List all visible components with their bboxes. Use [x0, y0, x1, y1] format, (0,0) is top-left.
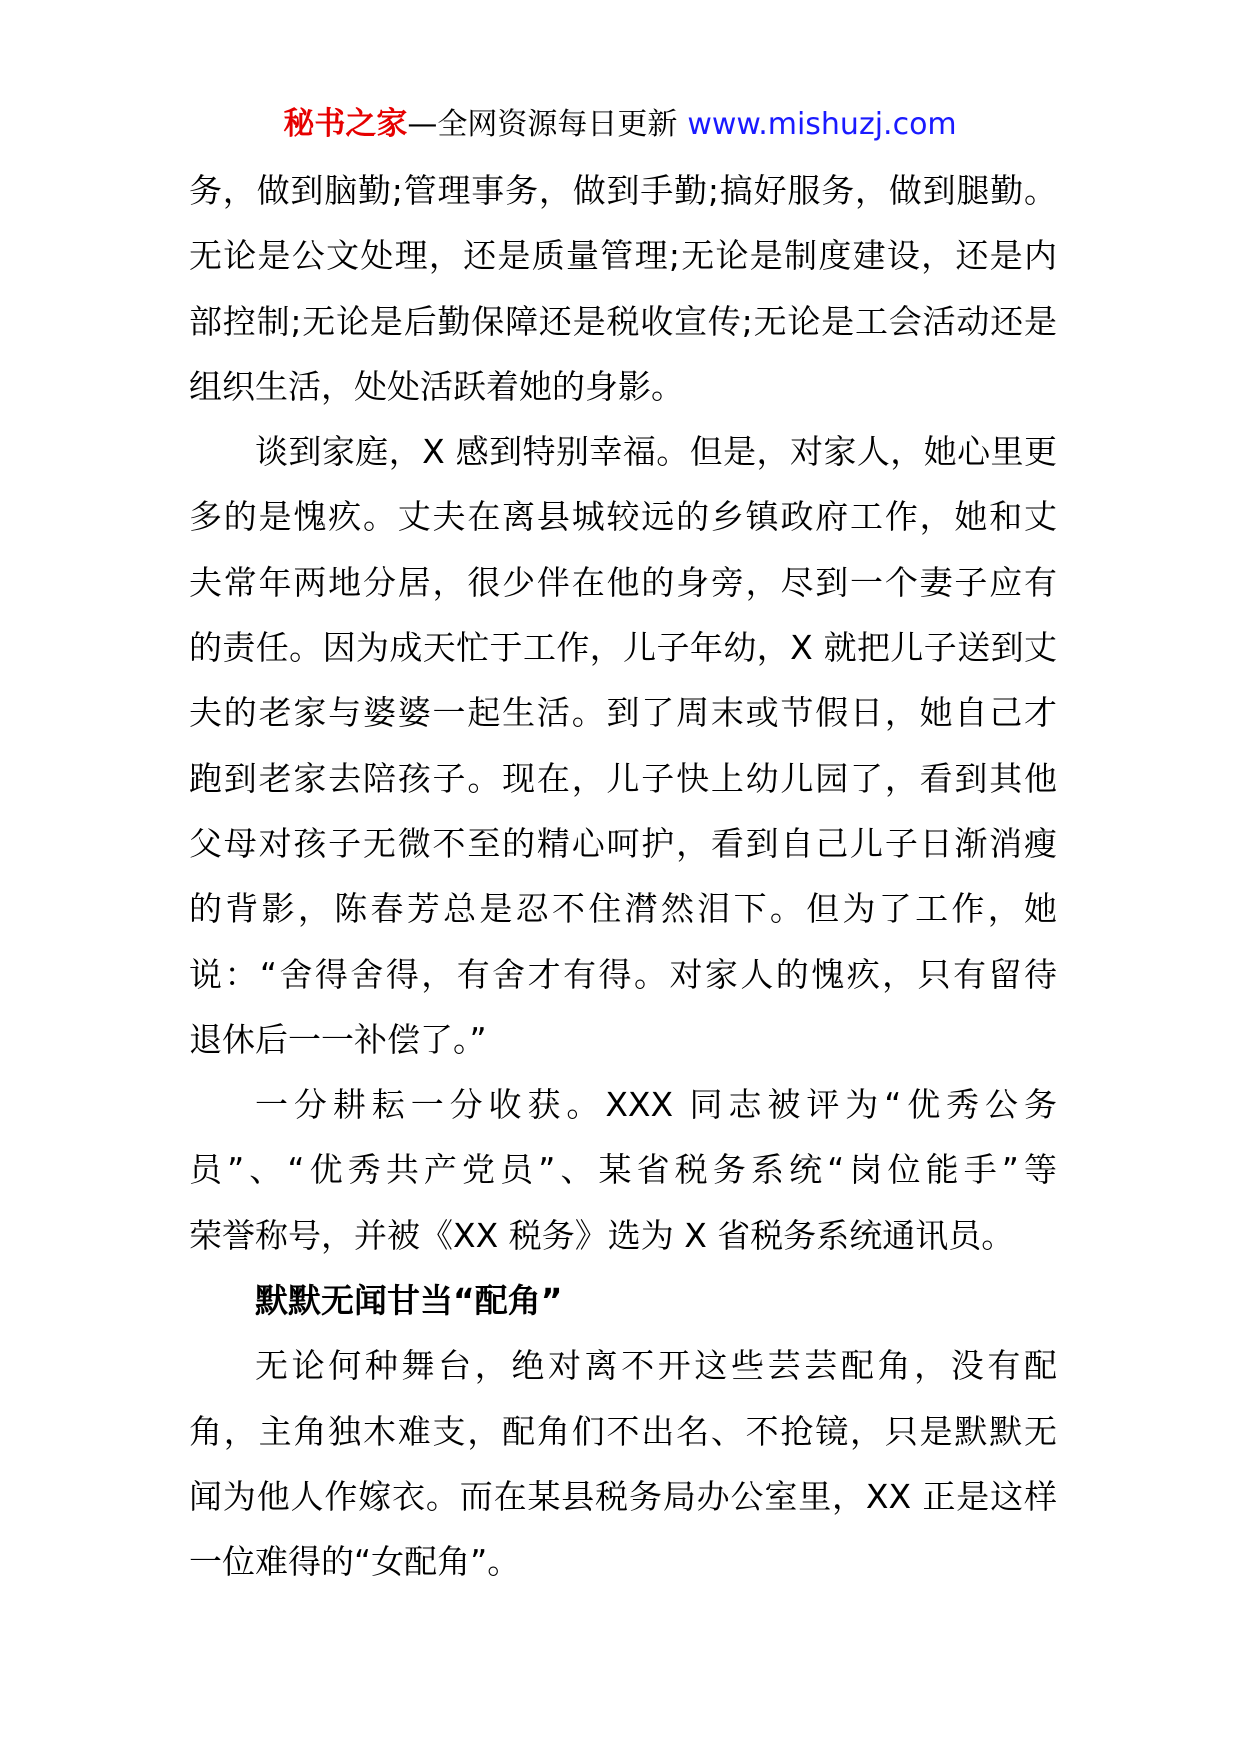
- brand-name: 秘书之家: [283, 106, 408, 142]
- paragraph-line: 谈到家庭，X 感到特别幸福。但是，对家人，她心里更: [255, 432, 1057, 472]
- paragraph: [189, 419, 1057, 1072]
- paragraph-line: 务，做到脑勤;管理事务，做到手勤;搞好服务，做到腿勤。: [189, 171, 1057, 210]
- paragraph-line: 的责任。因为成天忙于工作，儿子年幼，X 就把儿子送到丈: [189, 628, 1057, 668]
- paragraph-line: 跑到老家去陪孩子。现在，儿子快上幼儿园了，看到其他: [189, 758, 1057, 798]
- paragraph-line: 荣誉称号，并被《XX 税务》选为 X 省税务系统通讯员。: [189, 1215, 1015, 1255]
- paragraph-line: 夫常年两地分居，很少伴在他的身旁，尽到一个妻子应有: [189, 562, 1057, 602]
- header-tagline: —全网资源每日更新: [407, 107, 678, 142]
- paragraph-line: 的背影，陈春芳总是忍不住潸然泪下。但为了工作，她: [189, 889, 1057, 929]
- section-heading: [189, 1268, 1057, 1333]
- paragraph: [189, 1333, 1057, 1594]
- section-heading-text: 默默无闻甘当“配角”: [255, 1281, 563, 1321]
- document-body: [189, 158, 1057, 1595]
- paragraph-line: 组织生活，处处活跃着她的身影。: [189, 366, 684, 406]
- paragraph-line: 退休后一一补偿了。”: [189, 1019, 487, 1059]
- paragraph-line: 闻为他人作嫁衣。而在某县税务局办公室里，XX 正是这样: [189, 1476, 1057, 1516]
- paragraph-line: 夫的老家与婆婆一起生活。到了周末或节假日，她自己才: [189, 693, 1057, 733]
- paragraph-line: 一分耕耘一分收获。XXX 同志被评为“优秀公务: [255, 1085, 1057, 1125]
- page-header: [0, 104, 1240, 145]
- paragraph-line: 一位难得的“女配角”。: [189, 1542, 521, 1582]
- paragraph-line: 父母对孩子无微不至的精心呵护，看到自己儿子日渐消瘦: [189, 823, 1057, 863]
- paragraph: [189, 1072, 1057, 1268]
- paragraph-line: 说：“舍得舍得，有舍才有得。对家人的愧疚，只有留待: [189, 954, 1057, 994]
- paragraph: [189, 158, 1057, 419]
- paragraph-line: 角，主角独木难支，配角们不出名、不抢镜，只是默默无: [189, 1411, 1057, 1451]
- paragraph-line: 部控制;无论是后勤保障还是税收宣传;无论是工会活动还是: [189, 301, 1057, 341]
- header-url: www.mishuzj.com: [687, 107, 957, 142]
- paragraph-line: 员”、“优秀共产党员”、某省税务系统“岗位能手”等: [189, 1150, 1057, 1190]
- paragraph-line: 无论何种舞台，绝对离不开这些芸芸配角，没有配: [255, 1346, 1057, 1386]
- paragraph-line: 无论是公文处理，还是质量管理;无论是制度建设，还是内: [189, 236, 1057, 276]
- paragraph-line: 多的是愧疚。丈夫在离县城较远的乡镇政府工作，她和丈: [189, 497, 1057, 537]
